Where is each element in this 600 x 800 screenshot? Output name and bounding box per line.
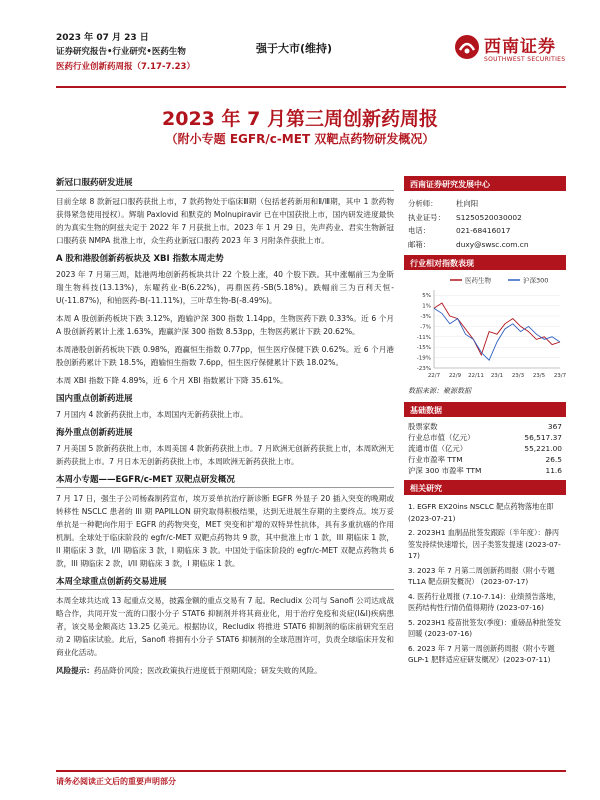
logo-name-en: SOUTHWEST SECURITIES: [484, 56, 566, 63]
logo-name-cn: 西南证券: [484, 37, 556, 57]
stats-value: 55,221.00: [524, 444, 562, 453]
stats-value: 26.5: [545, 455, 562, 464]
x-tick-label: 22/11: [468, 373, 484, 379]
stats-key: 行业市盈率 TTM: [408, 455, 463, 464]
section-paragraph: 7 月国内 4 款新药获批上市，本周国内无新药获批上市。: [56, 410, 248, 419]
analyst-key: 分析师：: [408, 199, 438, 208]
report-date: 2023 年 07 月 23 日: [56, 33, 149, 43]
sidebar: [404, 176, 566, 669]
related-item[interactable]: 3. 2023 年 7 月第二周创新药周报（附小专题 TL1A 靶点研发概况） (2023-07-17): [408, 565, 555, 586]
section: [56, 392, 394, 421]
analyst-row: [408, 211, 562, 225]
section-heading: 本周小专题——EGFR/c-MET 双靶点研发概况: [56, 473, 394, 488]
section-paragraph: 2023 年 7 月第三周，陆港两地创新药板块共计 22 个股上涨，40 个股下跌。其中涨幅前三为金斯瑞生物科技(13.13%)，东曜药业-B(6.22%)，再鼎医药-SB(5.18%)。跌幅前三为百利天恒-U(-11.87%)，和铂医药-B(-11.11%)，三叶草生物-B(-8.49%)。: [56, 270, 394, 305]
section-paragraph: 本周 A 股创新药板块下跌 3.12%，跑输沪深 300 指数 1.14pp，生物医药下跌 0.33%。近 6 个月 A 股创新药累计上涨 1.63%，跑赢沪深 300 指数 8.53pp，生物医药累计下跌 20.62%。: [56, 314, 394, 336]
stats-row: [408, 432, 562, 443]
report-title: 2023 年 7 月第三周创新药周报: [162, 108, 438, 130]
industry-rating: 强于大市(维持): [256, 42, 333, 55]
section-paragraph: 本周全球共达成 13 起重点交易，披露金额的重点交易有 7 起。Recludix 公司与 Sanofi 公司达成战略合作，共同开发一流的口服小分子 STAT6 抑制剂并将其商业化，用于治疗免疫和炎症(I&I)疾病患者，该交易金额高达 13.25 亿美元。根据协议，Recludix 将推进 STAT6 抑制剂的临床前研究至启动 2 期临床试验。此后，Sanofi 将拥有小分子 STAT6 抑制剂的全球范围许可，负责全球临床开发和商业化活动。: [56, 596, 394, 657]
stats-key: 流通市值（亿元）: [408, 444, 468, 453]
y-tick-label: -11%: [416, 334, 431, 341]
x-tick-label: 23/3: [511, 373, 525, 379]
analyst-key: 执业证号：: [408, 212, 445, 222]
index-chart: [404, 272, 566, 384]
y-tick-label: -23%: [416, 366, 431, 372]
related-item[interactable]: 1. EGFR EX20ins NSCLC 靶点药物落地在即 (2023-07-21): [408, 502, 554, 523]
analyst-row: [408, 238, 562, 252]
section: [56, 176, 394, 247]
related-item[interactable]: 6. 2023 年 7 月第一周创新药周报（附小专题 GLP-1 肥胖适应症研发概况）(2023-07-11): [408, 643, 555, 664]
section-paragraph: 本周 XBI 指数下降 4.89%，近 6 个月 XBI 指数累计下降 35.61%。: [56, 376, 288, 385]
section-heading: 国内重点创新药进展: [56, 394, 133, 404]
weekly-label: 医药行业创新药周报（7.17-7.23）: [56, 62, 195, 72]
report-classification: 证券研究报告•行业研究•医药生物: [56, 47, 186, 57]
x-tick-label: 22/9: [448, 373, 462, 379]
related-item[interactable]: 4. 医药行业周报 (7.10-7.14)：业绩预告落地，医药结构性行情仍值得期待 (2023-07-16): [408, 591, 561, 612]
analyst-row: [408, 224, 562, 238]
legend-label: 医药生物: [465, 276, 491, 285]
section-heading: 新冠口服药研发进展: [56, 176, 394, 191]
related-item[interactable]: 2. 2023H1 血制品批签发跟踪（半年度）：静丙签发持续快速增长，因子类签发提速 (2023-07-17): [408, 528, 561, 560]
y-tick-label: 1%: [422, 303, 431, 310]
stats-key: 股票家数: [408, 422, 438, 431]
stats-row: [408, 465, 562, 476]
section: [56, 426, 394, 468]
related-item[interactable]: 5. 2023H1 疫苗批签发(季度)：重磅品种批签发回暖 (2023-07-16): [408, 617, 562, 638]
stats-title: 基础数据: [404, 402, 566, 417]
chart-source: 数据来源：聚源数据: [408, 387, 471, 395]
section-paragraph: 7 月美国 5 款新药获批上市，本周美国 4 款新药获批上市。7 月欧洲无创新药获批上市，本周欧洲无新药获批上市。7 月日本无创新药获批上市，本周欧洲无新药获批上市。: [56, 444, 394, 466]
risk-text: 药品降价风险；医改政策执行进度低于预期风险；研发失败的风险。: [93, 666, 322, 675]
section-paragraph: 目前全球 8 款新冠口服药获批上市，7 款药物处于临床Ⅲ期（包括老药新用和Ⅱ/Ⅲ期，其中 1 款药物获得紧急使用授权）。辉瑞 Paxlovid 和默克的 Molnupiravir 已在中国获批上市，国内研发进度最快的为真实生物的阿兹夫定于 2022 年 7 月获批上市。2023 年 1 月 29 日，先声药业、君实生物新冠口服药获 NMPA 批准上市，众生药业新冠口服药 2023 年 3 月附条件获批上市。: [56, 197, 394, 245]
chart-title: 行业相对指数表现: [404, 255, 566, 270]
section: [56, 575, 394, 659]
logo-mark-icon: [454, 34, 480, 60]
legend-label: 沪深300: [523, 276, 549, 285]
y-tick-label: -15%: [416, 345, 431, 352]
section-heading: 海外重点创新药进展: [56, 428, 133, 438]
stats-value: 11.6: [545, 466, 562, 475]
risk-warning: [56, 664, 394, 677]
stats-row: [408, 443, 562, 454]
analyst-row: [408, 197, 562, 211]
x-tick-label: 23/5: [532, 373, 546, 379]
stats-value: 56,517.37: [524, 433, 562, 442]
report-subtitle: （附小专题 EGFR/c-MET 双靶点药物研发概况）: [165, 132, 435, 146]
analyst-value: 021-68416017: [456, 226, 511, 235]
analyst-value: 杜向阳: [456, 199, 479, 208]
section: [56, 252, 394, 387]
x-tick-label: 23/1: [490, 373, 504, 379]
main-content: [56, 176, 394, 682]
stats-key: 沪深 300 市盈率 TTM: [408, 466, 482, 475]
related-list: [404, 495, 566, 666]
analyst-key: 电话：: [408, 226, 431, 235]
stats-value: 367: [547, 422, 562, 431]
y-tick-label: -19%: [416, 355, 431, 362]
stats-row: [408, 421, 562, 432]
x-tick-label: 22/7: [427, 373, 441, 379]
x-tick-label: 23/7: [553, 373, 566, 379]
header-divider: [56, 86, 566, 88]
index-chart-svg: [404, 272, 566, 384]
related-title: 相关研究: [404, 480, 566, 495]
section-heading: 本周全球重点创新药交易进展: [56, 575, 394, 590]
risk-label: 风险提示：: [56, 666, 94, 675]
y-tick-label: -3%: [420, 314, 431, 320]
team-title: 西南证券研究发展中心: [404, 176, 566, 191]
brand-logo: [454, 30, 566, 70]
report-header: [56, 30, 566, 82]
section: [56, 473, 394, 570]
section-paragraph: 本周港股创新药板块下跌 0.98%，跑赢恒生指数 0.77pp，恒生医疗保健下跌 0.62%。近 6 个月港股创新药累计下跌 18.5%，跑输恒生指数 7.6pp，恒生医疗保健累计下跌 18.02%。: [56, 345, 394, 367]
y-tick-label: -7%: [420, 324, 431, 331]
stats-table: [404, 417, 566, 480]
stats-key: 行业总市值（亿元）: [408, 433, 475, 442]
section-paragraph: 7 月 17 日，强生子公司杨森制药宣布，埃万妥单抗治疗新诊断 EGFR 外显子 20 插入突变的晚期或转移性 NSCLC 患者的 III 期 PAPILLON 研究取得积极结果，达到无进展生存期的主要终点。埃万妥单抗是一种靶向作用于 EGFR 的药物突变，MET 突变和扩增的双特异性抗体，具有多重抗癌的作用机制。全球处于临床阶段的 egfr/c-MET 双靶点药物共 9 款，其中批准上市 1 款，III 期临床 1 款，II 期临床 3 款，I/II 期临床 3 款，I 期临床 3 款。中国处于临床阶段的 egfr/c-MET 双靶点药物共 6 款，III 期临床 2 款，I/II 期临床 3 款，I 期临床 1 款。: [56, 494, 394, 568]
analyst-value: duxy@swsc.com.cn: [456, 239, 529, 249]
footer-disclaimer: 请务必阅读正文后的重要声明部分: [56, 770, 566, 787]
section-heading: A 股和港股创新药板块及 XBI 指数本周走势: [56, 254, 224, 264]
analyst-info: [404, 191, 566, 255]
y-tick-label: 5%: [422, 293, 431, 300]
stats-row: [408, 454, 562, 465]
analyst-value: S1250520030002: [456, 212, 522, 222]
analyst-key: 邮箱：: [408, 239, 431, 249]
